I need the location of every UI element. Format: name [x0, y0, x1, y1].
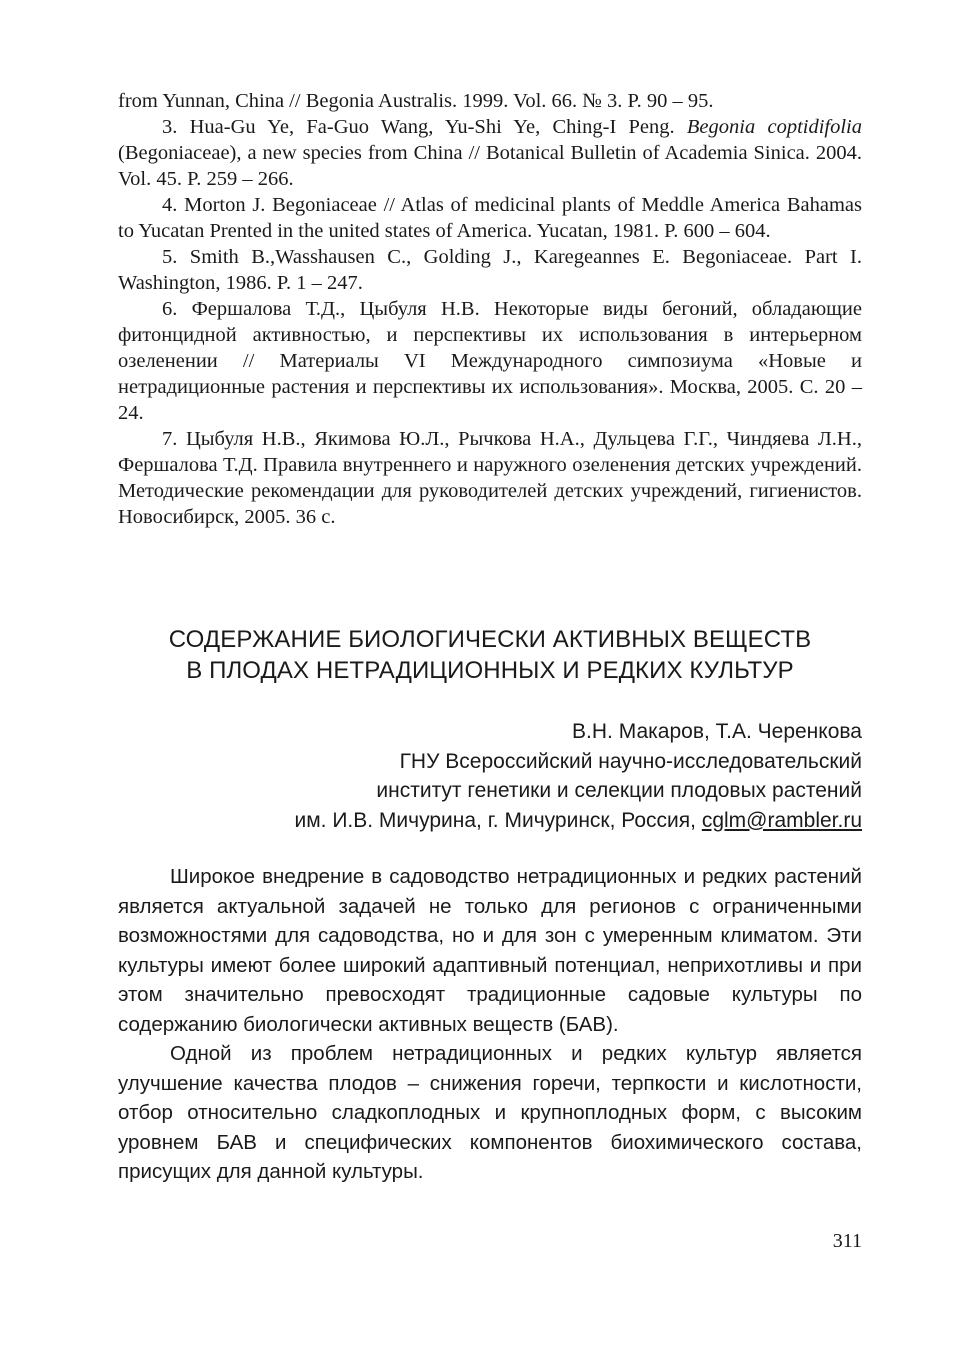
- species-name: Begonia coptidifolia: [686, 116, 862, 138]
- article-title: СОДЕРЖАНИЕ БИОЛОГИЧЕСКИ АКТИВНЫХ ВЕЩЕСТВ В ПЛОДАХ НЕТРАДИЦИОННЫХ И РЕДКИХ КУЛЬТУР: [168, 626, 812, 684]
- affiliation-line: им. И.В. Мичурина, г. Мичуринск, Россия, cglm@rambler.ru: [294, 808, 862, 832]
- affiliation-line: институт генетики и селекции плодовых растений: [376, 779, 862, 802]
- email-link[interactable]: cglm@rambler.ru: [701, 808, 862, 832]
- body-paragraph: Одной из проблем нетрадиционных и редких культур является улучшение качества плодов – снижения горечи, терпкости и кислотности, отбор относительно сладкоплодных и крупноплодных форм, с высоким уровнем БАВ и специфических компонентов биохимического состава, присущих для данной культуры.: [118, 1042, 862, 1183]
- reference-item: 3. Hua-Gu Ye, Fa-Guo Wang, Yu-Shi Ye, Ching-I Peng. Begonia coptidifolia (Begoniaceae), a new species from China // Botanical Bulletin of Academia Sinica. 2004. Vol. 45. P. 259 – 266.: [118, 116, 862, 190]
- reference-item: 6. Фершалова Т.Д., Цыбуля Н.В. Некоторые виды бегоний, обладающие фитонцидной активностью, и перспективы их использования в интерьерном озеленении // Материалы VI Международного симпозиума «Новые и нетрадиционные растения и перспективы их использования». Москва, 2005. С. 20 – 24.: [118, 298, 862, 424]
- reference-item: 4. Morton J. Begoniaceae // Atlas of medicinal plants of Meddle America Bahamas to Yucatan Prented in the united states of America. Yucatan, 1981. P. 600 – 604.: [118, 194, 862, 242]
- reference-item: 7. Цыбуля Н.В., Якимова Ю.Л., Рычкова Н.А., Дульцева Г.Г., Чиндяева Л.Н., Фершалова Т.Д. Правила внутреннего и наружного озеленения детских учреждений. Методические рекомендации для руководителей детских учреждений, гигиенистов. Новосибирск, 2005. 36 с.: [118, 428, 862, 528]
- reference-item: 5. Smith B.,Wasshausen C., Golding J., Karegeannes E. Begoniaceae. Part I. Washington, 1986. P. 1 – 247.: [118, 246, 862, 294]
- affiliation-line: ГНУ Всероссийский научно-исследовательский: [399, 749, 862, 773]
- author-block: [118, 717, 862, 835]
- page-number: 311: [832, 1230, 862, 1252]
- reference-item: from Yunnan, China // Begonia Australis. 1999. Vol. 66. № 3. P. 90 – 95.: [118, 90, 714, 112]
- body-paragraph: Широкое внедрение в садоводство нетрадиционных и редких растений является актуальной задачей не только для регионов с ограниченными возможностями для садоводства, но и для зон с умеренным климатом. Эти культуры имеют более широкий адаптивный потенциал, неприхотливы и при этом значительно превосходят традиционные садовые культуры по содержанию биологически активных веществ (БАВ).: [118, 865, 862, 1036]
- article-body: [118, 862, 862, 1187]
- reference-list: [118, 88, 862, 530]
- author-names: В.Н. Макаров, Т.А. Черенкова: [572, 720, 862, 743]
